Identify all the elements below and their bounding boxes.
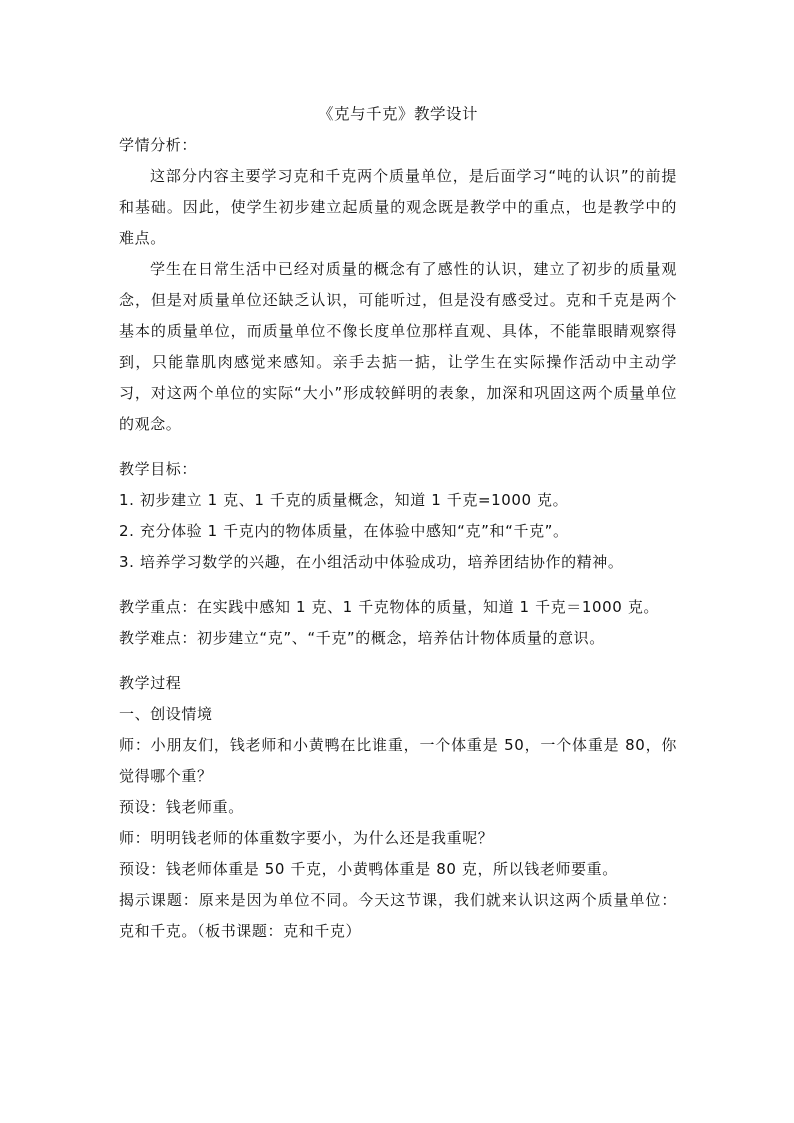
objective-item-3: 3. 培养学习数学的兴趣，在小组活动中体验成功，培养团结协作的精神。 (119, 553, 624, 571)
section-gap (119, 440, 677, 454)
objective-item-1: 1. 初步建立 1 克、1 千克的质量概念，知道 1 千克=1000 克。 (119, 491, 569, 509)
process-heading: 教学过程 (119, 674, 182, 692)
objective-item-2: 2. 充分体验 1 千克内的物体质量，在体验中感知“克”和“千克”。 (119, 522, 569, 540)
document-title: 《克与千克》教学设计 (317, 105, 478, 123)
process-line-4: 预设：钱老师体重是 50 千克，小黄鸭体重是 80 克，所以钱老师要重。 (119, 860, 618, 878)
process-line-3: 师：明明钱老师的体重数字要小，为什么还是我重呢？ (119, 829, 494, 847)
section1-heading: 一、创设情境 (119, 705, 213, 723)
difficulty-point: 教学难点：初步建立“克”、“千克”的概念，培养估计物体质量的意识。 (119, 629, 605, 647)
analysis-paragraph-2: 学生在日常生活中已经对质量的概念有了感性的认识，建立了初步的质量观念，但是对质量单位还缺乏认识，可能听过，但是没有感受过。克和千克是两个基本的质量单位，而质量单位不像长度单位那样直观、具体，不能靠眼睛观察得到，只能靠肌肉感觉来感知。亲手去掂一掂，让学生在实际操作活动中主动学习，对这两个单位的实际“大小”形成较鲜明的表象，加深和巩固这两个质量单位的观念。 (119, 260, 677, 433)
document-content (119, 98, 677, 947)
process-line-5: 揭示课题：原来是因为单位不同。今天这节课，我们就来认识这两个质量单位：克和千克。（板书课题：克和千克） (119, 891, 677, 940)
process-line-1: 师：小朋友们，钱老师和小黄鸭在比谁重，一个体重是 50，一个体重是 80，你觉得哪个重？ (119, 736, 677, 785)
section-gap (119, 654, 677, 668)
section-gap (119, 578, 677, 592)
analysis-paragraph-1: 这部分内容主要学习克和千克两个质量单位，是后面学习“吨的认识”的前提和基础。因此，使学生初步建立起质量的观念既是教学中的重点，也是教学中的难点。 (119, 167, 677, 247)
analysis-heading: 学情分析： (119, 136, 198, 154)
objectives-heading: 教学目标： (119, 460, 198, 478)
key-point: 教学重点：在实践中感知 1 克、1 千克物体的质量，知道 1 千克＝1000 克。 (119, 598, 660, 616)
process-line-2: 预设：钱老师重。 (119, 798, 244, 816)
